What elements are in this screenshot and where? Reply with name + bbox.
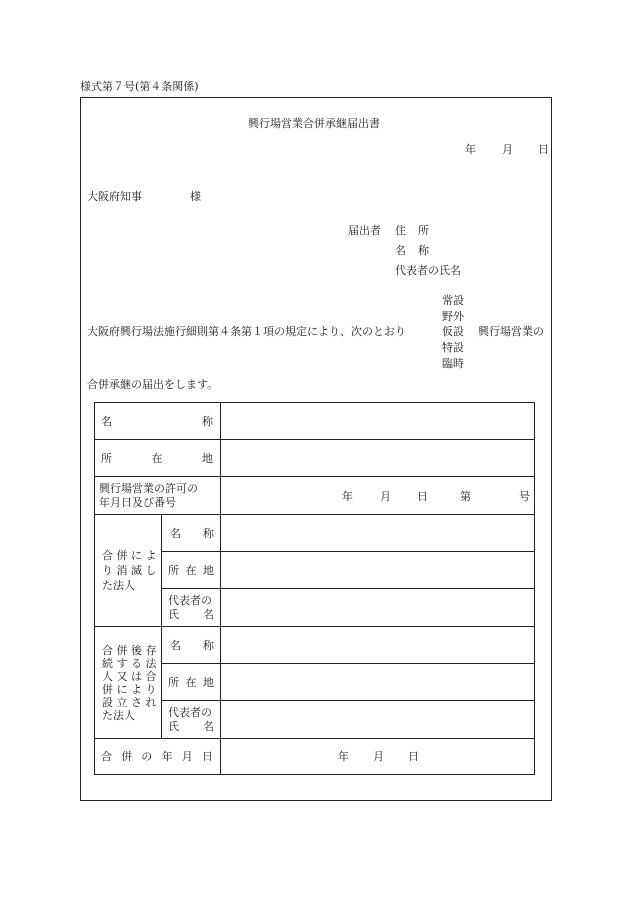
label-char: 地 xyxy=(203,564,214,577)
label-char: 併 xyxy=(121,750,133,763)
label-char: 所 xyxy=(101,452,112,465)
option-permanent: 常設 xyxy=(442,294,464,307)
row-location-label-cell xyxy=(94,439,221,477)
surviving-name-label xyxy=(170,639,214,652)
applicant-label: 届出者 xyxy=(348,224,381,237)
body-text-line2: 合併承継の届出をします。 xyxy=(87,378,219,391)
permit-no-prefix: 第 xyxy=(460,490,471,503)
label-char: 称 xyxy=(203,527,214,540)
label-char: 地 xyxy=(203,676,214,689)
dissolved-label-line2: り 消 滅 し xyxy=(102,564,157,577)
surviving-label-line6: た法人 xyxy=(102,709,135,722)
label-char: 月 xyxy=(181,750,193,763)
surviving-label-line4: 併 に よ り xyxy=(102,683,157,696)
permit-year: 年 xyxy=(342,490,353,503)
dissolved-location-label-cell xyxy=(161,551,221,589)
applicant-name-label xyxy=(395,244,429,257)
option-temporary: 仮設 xyxy=(442,325,464,338)
label-char: 名 xyxy=(101,415,112,428)
form-number: 様式第７号(第４条関係) xyxy=(80,80,199,93)
applicant-name-char: 名 xyxy=(395,244,406,257)
date-year-label: 年 xyxy=(465,143,476,156)
applicant-rep-label: 代表者の氏名 xyxy=(395,264,461,277)
surviving-label-line5: 設 立 さ れ xyxy=(102,696,157,709)
dissolved-location-label xyxy=(168,564,214,577)
option-outdoor: 野外 xyxy=(442,310,464,323)
option-interim: 臨時 xyxy=(442,357,464,370)
row-permit-value[interactable] xyxy=(220,476,535,515)
label-char: 在 xyxy=(185,676,197,689)
surviving-name-label-cell xyxy=(161,626,221,664)
row-permit-label-cell xyxy=(94,476,221,515)
dissolved-name-label xyxy=(170,527,214,540)
surviving-label-line3: 人 又 は 合 xyxy=(102,670,157,683)
label-char: 年 xyxy=(161,750,173,763)
merger-date-label xyxy=(101,750,213,763)
merger-date-value[interactable] xyxy=(220,738,535,775)
label-char: 地 xyxy=(202,452,213,465)
applicant-address-label xyxy=(395,224,429,237)
merger-month: 月 xyxy=(373,750,384,763)
permit-no-suffix: 号 xyxy=(519,490,530,503)
permit-day: 日 xyxy=(417,490,428,503)
label-char: 所 xyxy=(168,564,179,577)
label-char: 氏 xyxy=(168,720,179,733)
merger-date-label-cell xyxy=(94,738,221,775)
dissolved-location-value[interactable] xyxy=(220,551,535,589)
label-char: 称 xyxy=(202,415,213,428)
dissolved-name-value[interactable] xyxy=(220,514,535,552)
label-char: 在 xyxy=(185,564,197,577)
applicant-address-char: 所 xyxy=(418,224,429,237)
surviving-name-value[interactable] xyxy=(220,626,535,664)
option-special: 特設 xyxy=(442,341,464,354)
label-char: 在 xyxy=(151,452,163,465)
dissolved-rep-label-line2 xyxy=(168,608,214,621)
row-name-label-cell xyxy=(94,402,221,440)
applicant-address-char: 住 xyxy=(395,224,406,237)
dissolved-label-line3: た法人 xyxy=(102,579,135,592)
label-char: 所 xyxy=(168,676,179,689)
dissolved-corp-label-cell xyxy=(94,514,162,627)
label-char: 日 xyxy=(201,750,213,763)
applicant-name-char: 称 xyxy=(418,244,429,257)
date-month-label: 月 xyxy=(502,143,513,156)
merger-year: 年 xyxy=(338,750,349,763)
surviving-location-value[interactable] xyxy=(220,663,535,701)
surviving-location-label xyxy=(168,676,214,689)
surviving-location-label-cell xyxy=(161,663,221,701)
body-text-suffix: 興行場営業の xyxy=(478,325,544,338)
label-char: 名 xyxy=(170,639,181,652)
dissolved-rep-label-cell xyxy=(161,588,221,627)
row-permit-label-line1: 興行場営業の許可の xyxy=(99,482,198,495)
permit-month: 月 xyxy=(380,490,391,503)
surviving-rep-label-line2 xyxy=(168,720,214,733)
label-char: 名 xyxy=(203,608,214,621)
dissolved-name-label-cell xyxy=(161,514,221,552)
surviving-rep-label-line1: 代表者の xyxy=(168,706,212,719)
recipient-honorific: 様 xyxy=(190,190,201,203)
date-day-label: 日 xyxy=(538,143,549,156)
merger-day: 日 xyxy=(408,750,419,763)
dissolved-rep-label-line1: 代表者の xyxy=(168,594,212,607)
recipient-name: 大阪府知事 xyxy=(87,190,142,203)
row-location-value[interactable] xyxy=(220,439,535,477)
surviving-rep-value[interactable] xyxy=(220,700,535,739)
row-location-label xyxy=(101,452,213,465)
label-char: 称 xyxy=(203,639,214,652)
dissolved-label-line1: 合 併 に よ xyxy=(102,549,157,562)
dissolved-rep-value[interactable] xyxy=(220,588,535,627)
surviving-corp-label-cell xyxy=(94,626,162,739)
surviving-label-line2: 続 す る 法 xyxy=(102,657,157,670)
row-name-label xyxy=(101,415,213,428)
row-permit-label-line2: 年月日及び番号 xyxy=(99,496,176,509)
body-text-prefix: 大阪府興行場法施行細則第４条第１項の規定により、次のとおり xyxy=(87,325,406,338)
label-char: 名 xyxy=(170,527,181,540)
label-char: 氏 xyxy=(168,608,179,621)
row-name-value[interactable] xyxy=(220,402,535,440)
label-char: 合 xyxy=(101,750,112,763)
label-char: の xyxy=(141,750,153,763)
label-char: 名 xyxy=(203,720,214,733)
surviving-label-line1: 合 併 後 存 xyxy=(102,644,157,657)
form-title: 興行場営業合併承継届出書 xyxy=(248,117,380,130)
surviving-rep-label-cell xyxy=(161,700,221,739)
